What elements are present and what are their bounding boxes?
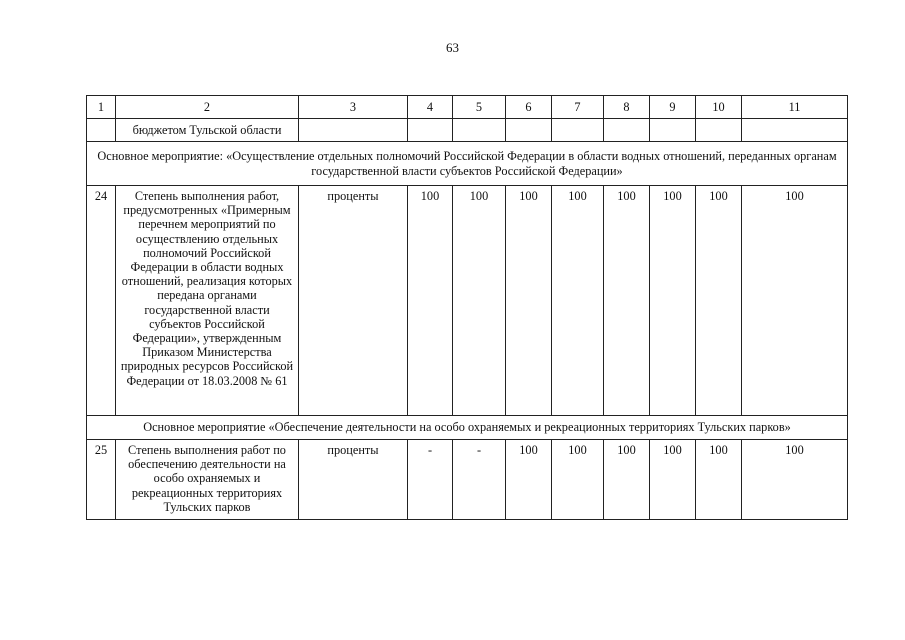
value-cell: 100 xyxy=(552,186,604,416)
header-cell: 4 xyxy=(408,96,453,119)
empty-cell xyxy=(650,119,696,142)
header-cell: 11 xyxy=(742,96,848,119)
indicators-table xyxy=(86,95,848,520)
unit-cell: проценты xyxy=(299,186,408,416)
value-cell: 100 xyxy=(552,440,604,520)
header-cell: 10 xyxy=(696,96,742,119)
value-cell: 100 xyxy=(696,186,742,416)
value-cell: 100 xyxy=(604,186,650,416)
header-cell: 6 xyxy=(506,96,552,119)
page-number: 63 xyxy=(446,40,459,55)
value-cell: 100 xyxy=(650,186,696,416)
empty-cell xyxy=(696,119,742,142)
empty-cell xyxy=(87,119,116,142)
indicator-cell: Степень выполнения работ по обеспечению деятельности на особо охраняемых и рекреационных территориях Тульских парков xyxy=(116,440,299,520)
indicator-cell: бюджетом Тульской области xyxy=(116,119,299,142)
value-cell: 100 xyxy=(604,440,650,520)
value-cell: 100 xyxy=(506,440,552,520)
value-cell: 100 xyxy=(506,186,552,416)
header-cell: 9 xyxy=(650,96,696,119)
empty-cell xyxy=(453,119,506,142)
value-cell: 100 xyxy=(650,440,696,520)
section-title: Основное мероприятие: «Осуществление отдельных полномочий Российской Федерации в области водных отношений, переданных органам государственной власти субъектов Российской Федерации» xyxy=(87,142,848,186)
empty-cell xyxy=(742,119,848,142)
indicator-cell: Степень выполнения работ, предусмотренных «Примерным перечнем мероприятий по осуществлению отдельных полномочий Российской Федерации в области водных отношений, реализация которых передана органами государственной власти субъектов Российской Федерации», утвержденным Приказом Министерства природных ресурсов Российской Федерации от 18.03.2008 № 61 xyxy=(116,186,299,416)
empty-cell xyxy=(552,119,604,142)
header-cell: 5 xyxy=(453,96,506,119)
empty-cell xyxy=(408,119,453,142)
table-row xyxy=(87,440,848,520)
header-cell: 8 xyxy=(604,96,650,119)
value-cell: 100 xyxy=(742,186,848,416)
section-row xyxy=(87,142,848,186)
continuation-row xyxy=(87,119,848,142)
empty-cell xyxy=(604,119,650,142)
row-number: 25 xyxy=(87,440,116,520)
empty-cell xyxy=(506,119,552,142)
section-title: Основное мероприятие «Обеспечение деятельности на особо охраняемых и рекреационных территориях Тульских парков» xyxy=(87,416,848,440)
value-cell: - xyxy=(408,440,453,520)
value-cell: 100 xyxy=(453,186,506,416)
row-number: 24 xyxy=(87,186,116,416)
header-cell: 7 xyxy=(552,96,604,119)
value-cell: 100 xyxy=(408,186,453,416)
unit-cell: проценты xyxy=(299,440,408,520)
header-cell: 1 xyxy=(87,96,116,119)
section-row xyxy=(87,416,848,440)
header-row xyxy=(87,96,848,119)
header-cell: 3 xyxy=(299,96,408,119)
value-cell: 100 xyxy=(696,440,742,520)
value-cell: - xyxy=(453,440,506,520)
empty-cell xyxy=(299,119,408,142)
value-cell: 100 xyxy=(742,440,848,520)
header-cell: 2 xyxy=(116,96,299,119)
table-row xyxy=(87,186,848,416)
